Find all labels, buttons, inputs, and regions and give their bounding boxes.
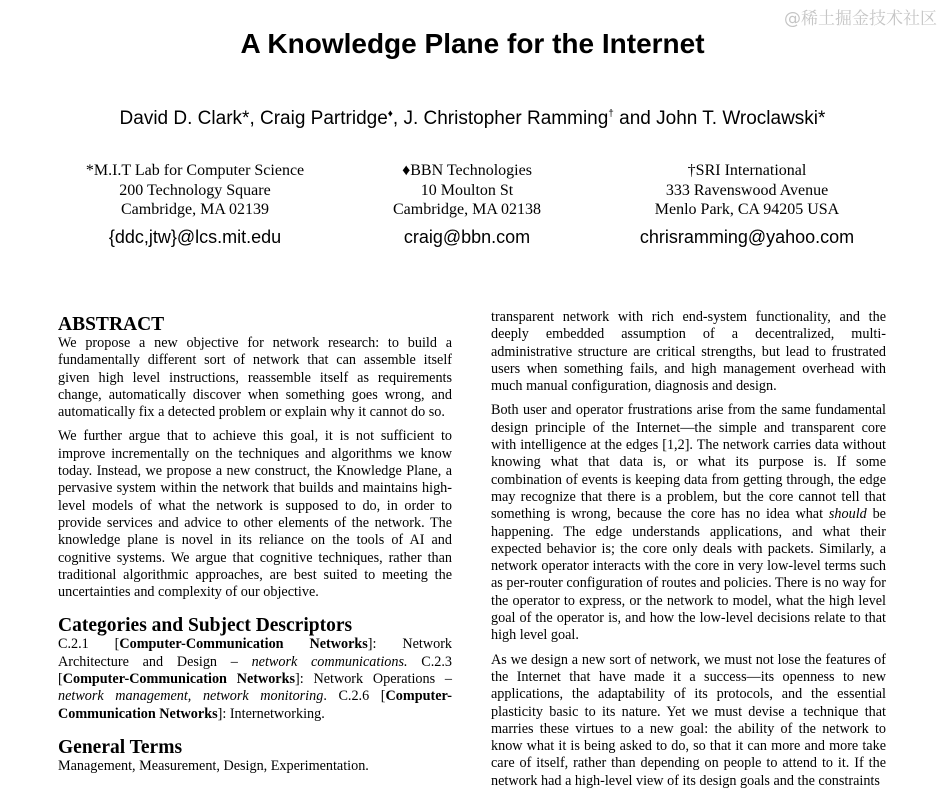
abstract-heading: ABSTRACT [58, 314, 165, 335]
category-bold: Computer-Communication Networks [58, 688, 452, 722]
affiliation-email: {ddc,jtw}@lcs.mit.edu [108, 226, 282, 247]
author-mark: † [608, 108, 614, 120]
affiliation-city: Cambridge, MA 02138 [393, 201, 541, 218]
category-text: ]: Internetworking. [217, 705, 325, 722]
author-mark: * [818, 108, 826, 129]
affiliation-bbn [352, 161, 582, 247]
affiliation-email: craig@bbn.com [403, 226, 531, 247]
affiliation-street: 200 Technology Square [119, 181, 271, 199]
abstract-paragraph: We further argue that to achieve this goal, it is not sufficient to improve incrementally on the techniques and algorithms we know today. Instead, we propose a new construct, the Knowledge Plane, a pervasive system within the network that builds and maintains high-level models of what the network is supposed to do, in order to provide services and advice to other elements of the network. The knowledge plane is novel in its reliance on the tools of AI and cognitive systems. We argue that cognitive techniques, rather than traditional algorithmic approaches, are best suited to meeting the uncertainties and complexity of our objective. [58, 428, 452, 601]
body-paragraph: transparent network with rich end-system functionality, and the deeply embedded assumption of a decentralized, multi-administrative structure are critical strengths, but lead to frustrated users when something fails, and high management overhead with much manual configuration, diagnosis and design. [491, 309, 886, 395]
category-bold: Computer-Communication Networks [119, 636, 368, 653]
author-name: John T. Wroclawski [656, 108, 819, 129]
category-text: ]: Network Operations – [295, 671, 453, 688]
category-text: C.2.3 [ [58, 653, 453, 688]
category-italic: network communications. [251, 653, 408, 670]
affiliation-city: Cambridge, MA 02139 [121, 201, 269, 218]
categories-text [58, 636, 452, 722]
body-text: be happening. The edge understands applications, and what their expected behavior is; the core only deals with packets. Similarly, a network operator interacts with the core in very low-level terms such as per-router configuration of routes and policies. There is no way for the operator to express, or the network to model, what the high level goal of the operator is, and how the low-level decisions relate to that high level goal. [491, 506, 886, 644]
affiliation-name: *M.I.T Lab for Computer Science [85, 162, 305, 179]
affiliation-name: †SRI International [687, 162, 807, 179]
affiliation-street: 10 Moulton St [420, 181, 514, 199]
author-separator: and [613, 108, 657, 129]
author-separator: , [392, 108, 404, 129]
affiliation-city: Menlo Park, CA 94205 USA [654, 201, 840, 218]
left-column [58, 315, 452, 782]
author-name: David D. Clark [119, 108, 243, 129]
right-column [491, 309, 886, 797]
general-terms-heading: General Terms [58, 736, 183, 758]
affiliation-name: ♦BBN Technologies [402, 162, 532, 179]
abstract-paragraph: We propose a new objective for network research: to build a fundamentally different sort of network that can assemble itself given high level instructions, reassemble itself as requirements change, automatically discover when something goes wrong, and automatically fix a detected problem or explain why it cannot do so. [58, 335, 452, 421]
general-terms-text: Management, Measurement, Design, Experimentation. [58, 757, 369, 774]
category-text: ]: Network Architecture and Design – [58, 636, 453, 670]
paper-title: A Knowledge Plane for the Internet [240, 28, 705, 59]
affiliation-street: 333 Ravenswood Avenue [665, 181, 829, 199]
watermark: @稀土掘金技术社区 [784, 9, 937, 29]
author-mark: ♦ [387, 108, 393, 120]
affiliation-mit [60, 161, 330, 247]
author-name: Craig Partridge [260, 108, 388, 129]
category-text: . C.2.6 [ [323, 688, 386, 705]
author-name: J. Christopher Ramming [403, 108, 609, 129]
author-separator: , [249, 108, 260, 129]
category-text: C.2.1 [ [58, 636, 120, 653]
category-bold: Computer-Communication Networks [62, 671, 296, 688]
categories-heading: Categories and Subject Descriptors [58, 615, 353, 637]
affiliation-sri [617, 161, 877, 247]
category-italic: network management, network monitoring [58, 688, 324, 705]
author-mark: * [242, 108, 250, 129]
body-paragraph: As we design a new sort of network, we must not lose the features of the Internet that have made it a success—its openness to new applications, the adaptability of its protocols, and the essential plasticity basic to its nature. Yet we must devise a technique that marries these virtues to a new goal: the ability of the network to know what it is being asked to do, so that it can more and more take care of itself, rather than depending on people to attend to it. If the network had a high-level view of its design goals and the constraints [491, 651, 886, 789]
body-emphasis: should [828, 506, 867, 523]
author-list [0, 108, 945, 130]
body-text: Both user and operator frustrations arise from the same fundamental design principle of the Internet—the simple and transparent core with intelligence at the edges [1,2]. The network carries data without knowing what that data is, or what its purpose is. If some combination of events is keeping data from getting through, the edge may recognize that there is a problem, but the core cannot tell that something is wrong, because the core has no idea what [491, 402, 886, 523]
affiliation-email: chrisramming@yahoo.com [639, 226, 855, 247]
body-paragraph [491, 402, 886, 644]
